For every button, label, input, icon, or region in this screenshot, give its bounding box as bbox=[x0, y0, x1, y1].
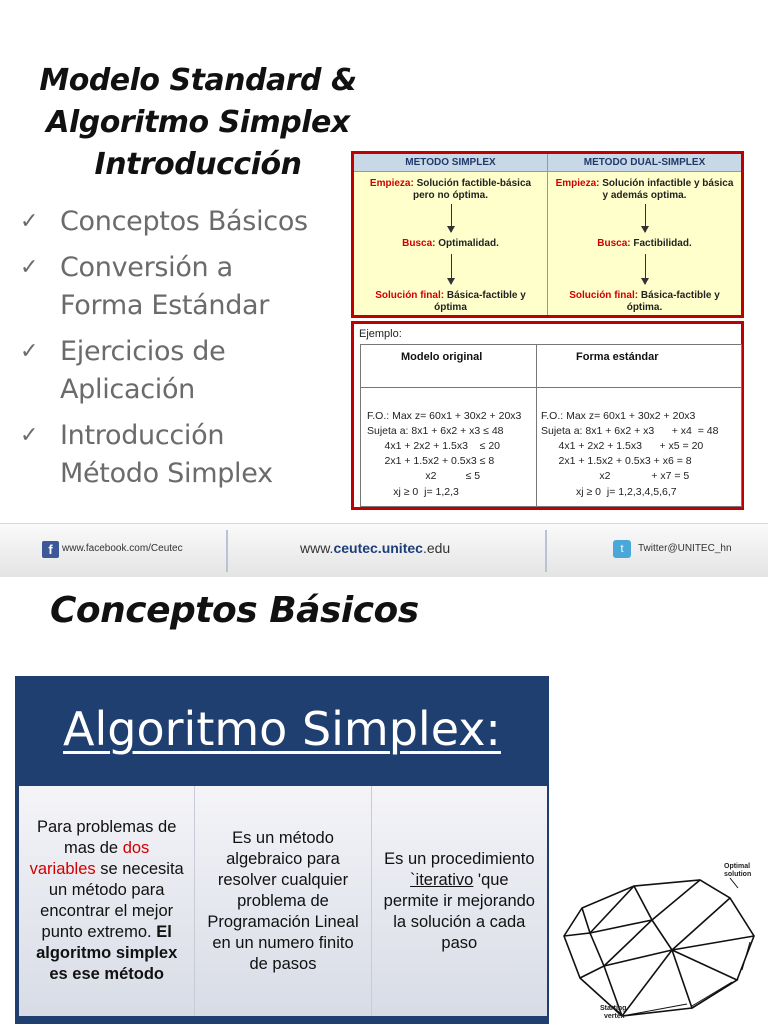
simplex-header: METODO SIMPLEX bbox=[354, 154, 547, 172]
empieza-text: y además optima. bbox=[602, 190, 687, 201]
twitter-link[interactable]: Twitter@UNITEC_hn bbox=[638, 543, 732, 554]
standard-row: x2 + x7 = 5 bbox=[541, 470, 690, 482]
bullet-text: Conversión a bbox=[60, 252, 233, 283]
start-label: vertex bbox=[604, 1013, 625, 1020]
down-arrow-icon bbox=[451, 204, 452, 232]
simplex-column bbox=[354, 154, 548, 315]
example-label: Ejemplo: bbox=[359, 328, 402, 340]
bullet-text: Conceptos Básicos bbox=[60, 206, 308, 237]
definition-cell bbox=[19, 786, 195, 1016]
polytope-outline bbox=[564, 880, 754, 1016]
web-domain: ceutec.unitec bbox=[333, 540, 423, 556]
divider bbox=[361, 387, 741, 388]
checkmark-icon: ✓ bbox=[20, 339, 39, 364]
simplex-algorithm-panel bbox=[15, 676, 549, 1024]
method-comparison-table bbox=[351, 151, 744, 318]
final-text: óptima bbox=[434, 302, 467, 313]
dual-simplex-header: METODO DUAL-SIMPLEX bbox=[548, 154, 741, 172]
busca-line bbox=[358, 238, 543, 250]
optimal-label: solution bbox=[724, 871, 752, 878]
title-line: Introducción bbox=[94, 147, 302, 182]
bullet-text: Aplicación bbox=[60, 374, 195, 405]
polytope-edge bbox=[564, 933, 604, 978]
standard-form-header: Forma estándar bbox=[576, 351, 659, 363]
footer-divider bbox=[226, 530, 228, 572]
cell-text-part: Para problemas de mas de bbox=[36, 818, 177, 857]
bullet-text: Método Simplex bbox=[60, 458, 273, 489]
slide-2 bbox=[0, 578, 768, 1024]
polytope-edge bbox=[604, 936, 754, 966]
checkmark-icon: ✓ bbox=[20, 423, 39, 448]
facebook-link[interactable]: www.facebook.com/Ceutec bbox=[62, 543, 183, 554]
website-link[interactable] bbox=[300, 540, 450, 556]
cell-text-part: Es un procedimiento bbox=[384, 849, 535, 868]
original-model-header: Modelo original bbox=[401, 351, 483, 363]
optimal-pointer bbox=[730, 878, 738, 888]
standard-row: Sujeta a: 8x1 + 6x2 + x3 + x4 = 48 bbox=[541, 425, 719, 437]
slide-1-title bbox=[14, 60, 382, 186]
polytope-shape bbox=[564, 880, 754, 1016]
footer-divider bbox=[545, 530, 547, 572]
original-row: F.O.: Max z= 60x1 + 30x2 + 20x3 bbox=[367, 410, 522, 422]
path-arrow bbox=[742, 942, 750, 970]
dual-simplex-column bbox=[548, 154, 741, 315]
final-text: óptima. bbox=[626, 302, 663, 313]
highlight-text: dos variables bbox=[29, 839, 150, 878]
optimal-label: Optimal bbox=[724, 863, 751, 870]
bullet-list bbox=[20, 203, 340, 501]
bold-text: El algoritmo simplex es ese método bbox=[36, 923, 178, 983]
slide-footer bbox=[0, 523, 768, 577]
title-line: Algoritmo Simplex bbox=[46, 105, 350, 140]
empieza-line bbox=[358, 178, 543, 202]
empieza-line bbox=[552, 178, 737, 202]
example-table bbox=[351, 321, 744, 510]
final-line bbox=[358, 290, 543, 314]
final-text: Básica-factible y bbox=[446, 290, 526, 301]
checkmark-icon: ✓ bbox=[20, 255, 39, 280]
example-grid bbox=[360, 344, 742, 507]
original-row: Sujeta a: 8x1 + 6x2 + x3 ≤ 48 bbox=[367, 425, 504, 437]
down-arrow-icon bbox=[451, 254, 452, 284]
busca-text: Optimalidad. bbox=[438, 238, 499, 249]
down-arrow-icon bbox=[645, 204, 646, 232]
facebook-icon[interactable]: f bbox=[42, 541, 59, 558]
polytope-edge bbox=[604, 886, 652, 966]
empieza-text: pero no óptima. bbox=[413, 190, 488, 201]
bullet-item bbox=[20, 417, 340, 493]
path-arrow bbox=[692, 982, 732, 1006]
final-text: Básica-factible y bbox=[640, 290, 720, 301]
original-row: xj ≥ 0 j= 1,2,3 bbox=[367, 486, 459, 498]
standard-row: 2x1 + 1.5x2 + 0.5x3 + x6 = 8 bbox=[541, 455, 692, 467]
polytope-edge bbox=[672, 950, 737, 1008]
bullet-text: Forma Estándar bbox=[60, 290, 270, 321]
final-label: Solución final: bbox=[569, 290, 639, 301]
cell-text-part: 'que permite ir mejorando la solución a cada paso bbox=[383, 870, 535, 952]
underlined-text: `iterativo bbox=[410, 870, 474, 889]
twitter-icon[interactable]: t bbox=[613, 540, 631, 558]
empieza-text: Solución factible-básica bbox=[416, 178, 532, 189]
original-row: 2x1 + 1.5x2 + 0.5x3 ≤ 8 bbox=[367, 455, 495, 467]
busca-line bbox=[552, 238, 737, 250]
cell-text bbox=[382, 849, 537, 954]
checkmark-icon: ✓ bbox=[20, 209, 39, 234]
original-row: x2 ≤ 5 bbox=[367, 470, 481, 482]
polytope-diagram bbox=[552, 858, 768, 1024]
panel-title: Algoritmo Simplex: bbox=[63, 702, 501, 756]
slide-2-title: Conceptos Básicos bbox=[50, 590, 419, 631]
bullet-text: Introducción bbox=[60, 420, 225, 451]
cell-text: Es un método algebraico para resolver cualquier problema de Programación Lineal en un numero finito de pasos bbox=[207, 828, 359, 973]
empieza-label: Empieza: bbox=[369, 178, 414, 189]
divider bbox=[536, 345, 537, 506]
final-label: Solución final: bbox=[375, 290, 445, 301]
empieza-text: Solución infactible y básica bbox=[602, 178, 734, 189]
bullet-text: Ejercicios de bbox=[60, 336, 226, 367]
standard-row: F.O.: Max z= 60x1 + 30x2 + 20x3 bbox=[541, 410, 696, 422]
start-label: Starting bbox=[600, 1005, 627, 1012]
definition-cell bbox=[372, 786, 547, 1016]
busca-label: Busca: bbox=[402, 238, 436, 249]
bullet-item bbox=[20, 249, 340, 325]
title-line: Modelo Standard & bbox=[39, 63, 357, 98]
standard-row: 4x1 + 2x2 + 1.5x3 + x5 = 20 bbox=[541, 440, 704, 452]
busca-text: Factibilidad. bbox=[633, 238, 692, 249]
definition-cells bbox=[19, 786, 547, 1016]
standard-row: xj ≥ 0 j= 1,2,3,4,5,6,7 bbox=[541, 486, 677, 498]
final-line bbox=[552, 290, 737, 314]
bullet-item bbox=[20, 203, 340, 241]
web-prefix: www. bbox=[300, 540, 334, 556]
cell-text-part: se necesita un método para encontrar el mejor punto extremo. bbox=[40, 860, 184, 941]
definition-cell bbox=[195, 786, 371, 1016]
original-row: 4x1 + 2x2 + 1.5x3 ≤ 20 bbox=[367, 440, 501, 452]
web-suffix: .edu bbox=[422, 540, 451, 556]
down-arrow-icon bbox=[645, 254, 646, 284]
bullet-item bbox=[20, 333, 340, 409]
busca-label: Busca: bbox=[597, 238, 631, 249]
cell-text bbox=[29, 817, 184, 985]
empieza-label: Empieza: bbox=[555, 178, 600, 189]
